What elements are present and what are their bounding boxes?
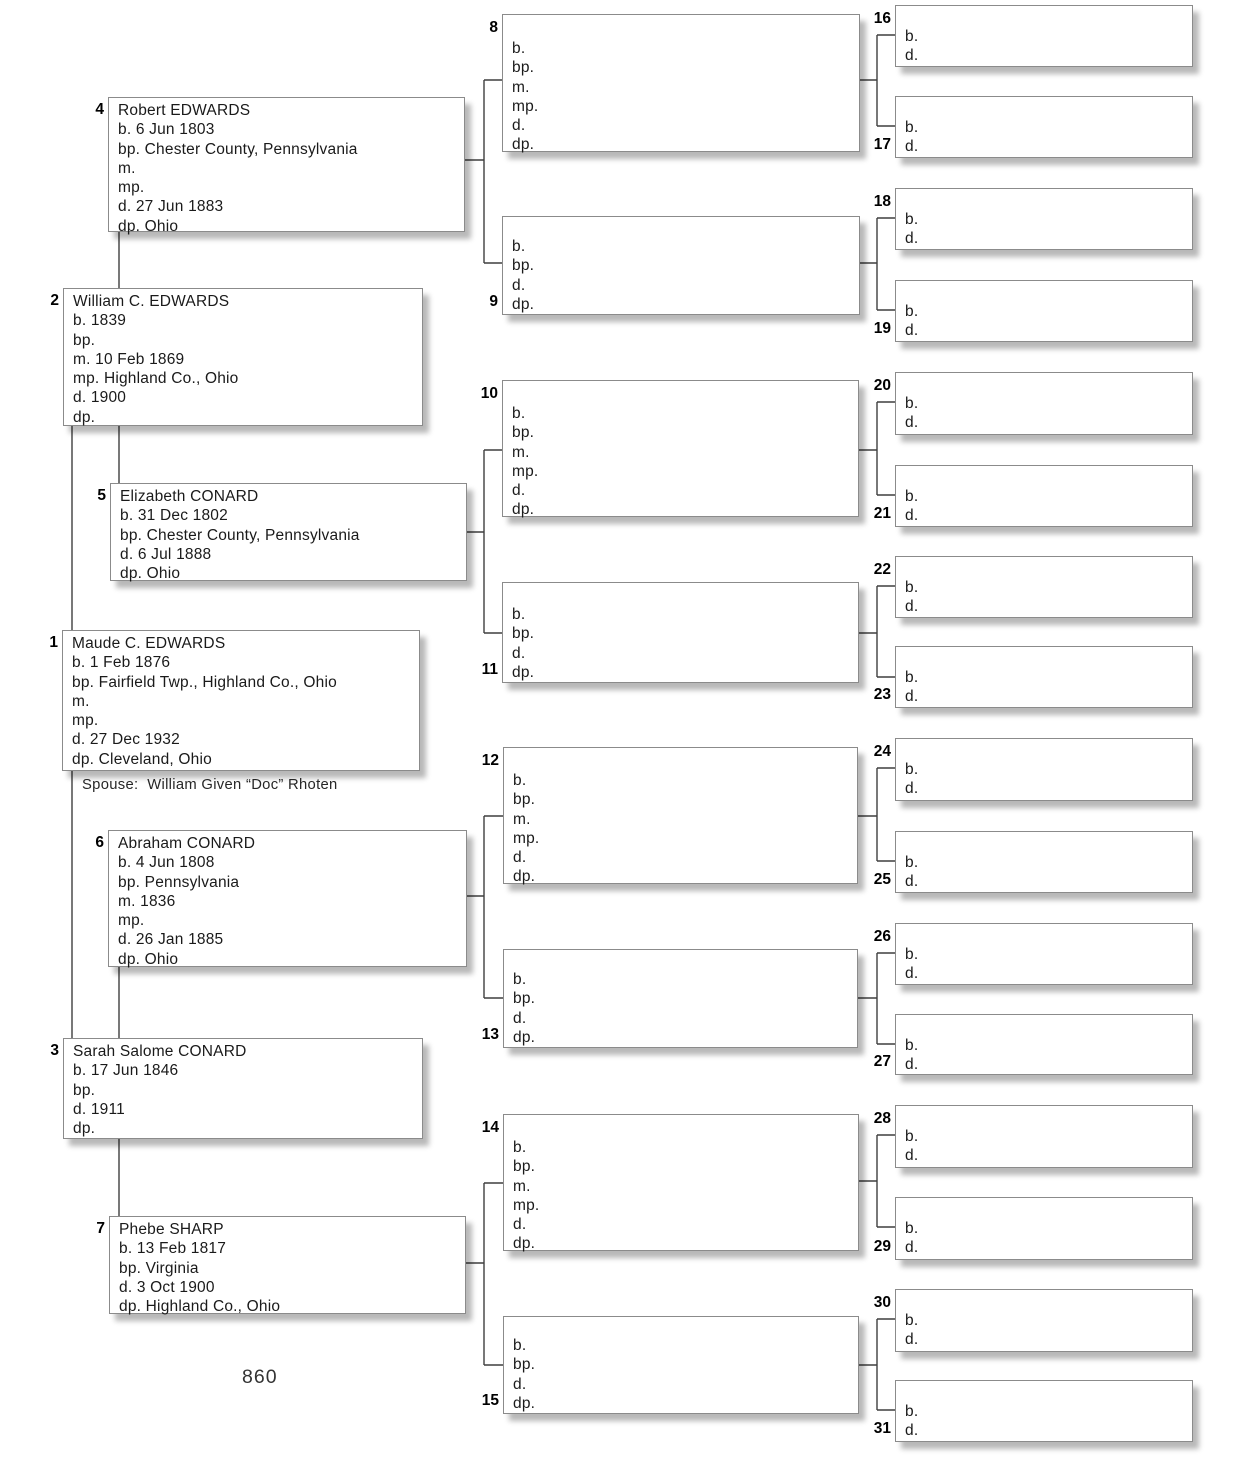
field-label: b. xyxy=(513,772,527,789)
field-label: d. xyxy=(905,780,919,798)
field-label: d. xyxy=(905,1239,919,1257)
person-number-26: 26 xyxy=(873,928,891,945)
person-number-16: 16 xyxy=(873,10,891,27)
field-label: bp. xyxy=(513,1356,536,1374)
field-label: d. xyxy=(905,598,919,616)
person-name: Elizabeth CONARD xyxy=(120,488,259,505)
field-label: b. xyxy=(512,405,526,422)
field-label: b. xyxy=(905,395,919,412)
person-detail: bp. xyxy=(73,331,96,349)
field-label: dp. xyxy=(512,295,535,313)
field-label: d. xyxy=(513,1375,527,1393)
person-number-28: 28 xyxy=(873,1110,891,1127)
person-name: Sarah Salome CONARD xyxy=(73,1043,247,1060)
field-label: b. xyxy=(905,1037,919,1054)
field-label: d. xyxy=(905,1056,919,1074)
connector-brackets-gen5 xyxy=(858,35,895,1410)
person-number-9: 9 xyxy=(489,293,498,310)
field-label: d. xyxy=(905,965,919,983)
person-number-2: 2 xyxy=(50,292,59,309)
field-label: dp. xyxy=(513,1028,536,1046)
person-name: Phebe SHARP xyxy=(119,1221,224,1238)
field-label: b. xyxy=(905,119,919,136)
person-box-24 xyxy=(895,738,1193,801)
person-number-3: 3 xyxy=(50,1042,59,1059)
field-label: b. xyxy=(905,946,919,963)
person-number-31: 31 xyxy=(873,1420,891,1437)
field-label: mp. xyxy=(512,97,539,115)
field-label: bp. xyxy=(513,791,536,809)
person-box-5 xyxy=(110,483,467,581)
person-detail: mp. xyxy=(118,179,145,197)
person-box-2 xyxy=(63,288,423,426)
field-label: b. xyxy=(905,1403,919,1420)
person-detail: b. 4 Jun 1808 xyxy=(118,854,215,872)
person-box-30 xyxy=(895,1289,1193,1352)
person-box-3 xyxy=(63,1038,423,1139)
field-label: d. xyxy=(512,117,526,135)
field-label: bp. xyxy=(512,625,535,643)
field-label: d. xyxy=(905,47,919,65)
person-number-4: 4 xyxy=(95,101,104,118)
person-detail: bp. Virginia xyxy=(119,1259,199,1277)
field-label: bp. xyxy=(513,1158,536,1176)
field-label: m. xyxy=(513,1177,531,1195)
person-name: Robert EDWARDS xyxy=(118,102,251,119)
spouse-note: Spouse: William Given “Doc” Rhoten xyxy=(82,777,338,793)
field-label: d. xyxy=(905,507,919,525)
person-number-29: 29 xyxy=(873,1238,891,1255)
person-number-6: 6 xyxy=(95,834,104,851)
person-detail: mp. Highland Co., Ohio xyxy=(73,370,239,388)
field-label: d. xyxy=(905,230,919,248)
field-label: b. xyxy=(905,1220,919,1237)
field-label: bp. xyxy=(512,424,535,442)
person-box-9 xyxy=(502,216,860,315)
person-box-16 xyxy=(895,5,1193,67)
person-box-23 xyxy=(895,646,1193,708)
person-detail: d. 1911 xyxy=(73,1100,125,1118)
field-label: b. xyxy=(905,488,919,505)
person-box-7 xyxy=(109,1216,466,1314)
person-detail: dp. Ohio xyxy=(118,950,179,968)
field-label: d. xyxy=(513,1009,527,1027)
person-box-1 xyxy=(62,630,420,771)
field-label: b. xyxy=(905,579,919,596)
person-box-10 xyxy=(502,380,859,517)
person-detail: dp. Ohio xyxy=(120,565,181,583)
person-number-23: 23 xyxy=(873,686,891,703)
person-number-19: 19 xyxy=(873,320,891,337)
person-box-14 xyxy=(503,1114,859,1251)
person-number-21: 21 xyxy=(873,505,891,522)
person-detail: b. 6 Jun 1803 xyxy=(118,121,215,139)
person-detail: bp. Fairfield Twp., Highland Co., Ohio xyxy=(72,673,337,691)
field-label: dp. xyxy=(512,663,535,681)
person-detail: dp. Highland Co., Ohio xyxy=(119,1298,281,1316)
connector-brackets-gen4 xyxy=(465,80,503,1365)
person-box-22 xyxy=(895,556,1193,618)
field-label: d. xyxy=(512,644,526,662)
field-label: b. xyxy=(513,1139,527,1156)
person-detail: m. xyxy=(72,692,90,710)
field-label: b. xyxy=(905,211,919,228)
person-detail: mp. xyxy=(118,912,145,930)
field-label: d. xyxy=(513,849,527,867)
field-label: d. xyxy=(905,873,919,891)
field-label: b. xyxy=(513,1337,527,1354)
field-label: b. xyxy=(905,1312,919,1329)
field-label: b. xyxy=(905,761,919,778)
person-number-14: 14 xyxy=(481,1119,499,1136)
field-label: d. xyxy=(905,414,919,432)
field-label: d. xyxy=(905,322,919,340)
person-number-11: 11 xyxy=(481,661,498,678)
field-label: bp. xyxy=(512,257,535,275)
person-number-27: 27 xyxy=(873,1053,891,1070)
field-label: b. xyxy=(905,28,919,45)
field-label: m. xyxy=(512,78,530,96)
person-number-7: 7 xyxy=(96,1220,105,1237)
person-detail: b. 13 Feb 1817 xyxy=(119,1240,227,1258)
person-detail: d. 6 Jul 1888 xyxy=(120,545,212,563)
field-label: d. xyxy=(905,688,919,706)
field-label: d. xyxy=(905,1422,919,1440)
person-number-22: 22 xyxy=(873,561,891,578)
field-label: d. xyxy=(512,482,526,500)
person-box-25 xyxy=(895,831,1193,893)
person-detail: dp. Ohio xyxy=(118,217,179,235)
person-box-26 xyxy=(895,923,1193,985)
person-box-19 xyxy=(895,280,1193,342)
person-box-17 xyxy=(895,96,1193,158)
person-name: Maude C. EDWARDS xyxy=(72,635,226,652)
person-box-6 xyxy=(108,830,467,967)
person-number-24: 24 xyxy=(873,743,891,760)
person-detail: d. 26 Jan 1885 xyxy=(118,931,224,949)
field-label: b. xyxy=(905,854,919,871)
person-number-8: 8 xyxy=(489,19,498,36)
person-detail: dp. Cleveland, Ohio xyxy=(72,750,212,768)
field-label: d. xyxy=(905,1147,919,1165)
field-label: m. xyxy=(513,810,531,828)
person-box-20 xyxy=(895,372,1193,435)
field-label: dp. xyxy=(512,136,535,154)
person-number-5: 5 xyxy=(97,487,106,504)
field-label: bp. xyxy=(513,990,536,1008)
person-name: Abraham CONARD xyxy=(118,835,256,852)
page-number: 860 xyxy=(242,1366,278,1388)
person-detail: dp. xyxy=(73,1120,96,1138)
person-number-10: 10 xyxy=(480,385,498,402)
person-detail: b. 31 Dec 1802 xyxy=(120,507,228,525)
field-label: b. xyxy=(512,40,526,57)
field-label: b. xyxy=(512,606,526,623)
person-number-13: 13 xyxy=(481,1026,499,1043)
field-label: dp. xyxy=(513,1235,536,1253)
person-box-15 xyxy=(503,1316,859,1414)
person-detail: m. xyxy=(118,159,136,177)
field-label: dp. xyxy=(512,501,535,519)
person-detail: b. 1839 xyxy=(73,312,127,330)
person-detail: b. 1 Feb 1876 xyxy=(72,654,171,672)
field-label: b. xyxy=(905,303,919,320)
person-box-31 xyxy=(895,1380,1193,1442)
field-label: b. xyxy=(905,1128,919,1145)
person-box-11 xyxy=(502,582,859,683)
field-label: mp. xyxy=(512,462,539,480)
person-number-30: 30 xyxy=(873,1294,891,1311)
person-detail: bp. Chester County, Pennsylvania xyxy=(120,526,360,544)
field-label: b. xyxy=(513,971,527,988)
person-number-18: 18 xyxy=(873,193,891,210)
field-label: d. xyxy=(905,138,919,156)
field-label: d. xyxy=(513,1216,527,1234)
person-box-27 xyxy=(895,1014,1193,1075)
person-number-15: 15 xyxy=(481,1392,499,1409)
person-detail: m. 10 Feb 1869 xyxy=(73,350,185,368)
person-detail: d. 27 Dec 1932 xyxy=(72,731,180,749)
person-box-4 xyxy=(108,97,465,235)
field-label: b. xyxy=(905,669,919,686)
person-detail: bp. Pennsylvania xyxy=(118,873,240,891)
person-detail: bp. xyxy=(73,1081,96,1099)
person-number-20: 20 xyxy=(873,377,891,394)
person-box-29 xyxy=(895,1197,1193,1260)
person-number-1: 1 xyxy=(49,634,58,651)
person-detail: d. 3 Oct 1900 xyxy=(119,1278,215,1296)
person-detail: m. 1836 xyxy=(118,892,176,910)
person-number-25: 25 xyxy=(873,871,891,888)
field-label: d. xyxy=(512,276,526,294)
field-label: d. xyxy=(905,1331,919,1349)
person-box-12 xyxy=(503,747,858,884)
field-label: m. xyxy=(512,443,530,461)
person-box-13 xyxy=(503,949,858,1048)
field-label: mp. xyxy=(513,829,540,847)
person-box-18 xyxy=(895,188,1193,250)
person-detail: bp. Chester County, Pennsylvania xyxy=(118,140,358,158)
person-detail: d. 1900 xyxy=(73,389,127,407)
person-detail: mp. xyxy=(72,712,99,730)
person-name: William C. EDWARDS xyxy=(73,293,230,310)
field-label: bp. xyxy=(512,59,535,77)
person-detail: b. 17 Jun 1846 xyxy=(73,1062,179,1080)
field-label: b. xyxy=(512,238,526,255)
person-box-21 xyxy=(895,465,1193,527)
field-label: dp. xyxy=(513,868,536,886)
field-label: mp. xyxy=(513,1196,540,1214)
person-box-28 xyxy=(895,1105,1193,1168)
person-detail: dp. xyxy=(73,408,96,426)
person-number-17: 17 xyxy=(873,136,891,153)
field-label: dp. xyxy=(513,1394,536,1412)
person-detail: d. 27 Jun 1883 xyxy=(118,198,224,216)
person-box-8 xyxy=(502,14,860,152)
person-number-12: 12 xyxy=(481,752,499,769)
